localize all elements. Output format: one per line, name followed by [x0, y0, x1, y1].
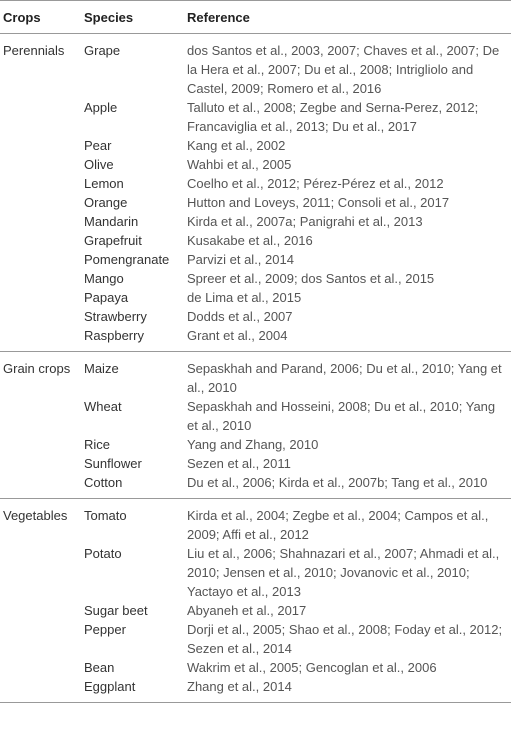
reference-cell: Sepaskhah and Hosseini, 2008; Du et al., 2010; Yang et al., 2010 — [187, 399, 496, 433]
species-cell: Mandarin — [84, 214, 139, 229]
species-cell: Papaya — [84, 290, 129, 305]
crop-group-cell: Grain crops — [3, 361, 71, 376]
table-row — [0, 98, 511, 136]
table-row — [0, 473, 511, 499]
reference-cell: Zhang et al., 2014 — [187, 677, 511, 703]
species-cell: Pear — [84, 138, 112, 153]
species-cell: Lemon — [84, 176, 124, 191]
species-cell: Wheat — [84, 399, 122, 414]
reference-cell: Talluto et al., 2008; Zegbe and Serna-Perez, 2012; Francaviglia et al., 2013; Du et al., 2017 — [187, 100, 479, 134]
crop-group-cell — [0, 435, 84, 454]
table-row — [0, 136, 511, 155]
reference-cell: Kirda et al., 2007a; Panigrahi et al., 2013 — [187, 214, 423, 229]
reference-cell: Dorji et al., 2005; Shao et al., 2008; Foday et al., 2012; Sezen et al., 2014 — [187, 622, 503, 656]
table-row — [0, 307, 511, 326]
table-row — [0, 231, 511, 250]
reference-cell: Parvizi et al., 2014 — [187, 252, 294, 267]
header-species: Species — [84, 1, 187, 34]
crop-group-cell — [0, 454, 84, 473]
species-cell: Mango — [84, 271, 124, 286]
table-row — [0, 620, 511, 658]
reference-cell: Coelho et al., 2012; Pérez-Pérez et al., 2012 — [187, 176, 444, 191]
species-cell: Pomengranate — [84, 252, 170, 267]
species-cell: Apple — [84, 100, 118, 115]
species-cell: Pepper — [84, 622, 126, 637]
reference-cell: Sepaskhah and Parand, 2006; Du et al., 2010; Yang et al., 2010 — [187, 361, 502, 395]
species-cell: Cotton — [84, 473, 187, 499]
crop-group-cell — [0, 620, 84, 658]
species-cell: Orange — [84, 195, 128, 210]
species-cell: Olive — [84, 157, 114, 172]
reference-cell: Liu et al., 2006; Shahnazari et al., 2007; Ahmadi et al., 2010; Jensen et al., 2010; Jovanovic et al., 2010; Yactayo et al., 2013 — [187, 546, 500, 599]
species-cell: Potato — [84, 546, 122, 561]
table-row — [0, 193, 511, 212]
table-row — [0, 499, 511, 545]
species-cell: Sunflower — [84, 456, 142, 471]
crop-group-cell — [0, 136, 84, 155]
species-cell: Strawberry — [84, 309, 147, 324]
table-row — [0, 174, 511, 193]
header-reference: Reference — [187, 1, 511, 34]
species-cell: Tomato — [84, 508, 127, 523]
reference-cell: dos Santos et al., 2003, 2007; Chaves et al., 2007; De la Hera et al., 2007; Du et al., 2008; Intrigliolo and Castel, 2009; Romero et al., 2016 — [187, 43, 500, 96]
species-cell: Raspberry — [84, 326, 187, 352]
crop-group-cell — [0, 98, 84, 136]
crop-group-cell — [0, 658, 84, 677]
crop-group-cell — [0, 326, 84, 352]
reference-cell: Wakrim et al., 2005; Gencoglan et al., 2006 — [187, 660, 437, 675]
reference-cell: Abyaneh et al., 2017 — [187, 603, 307, 618]
crop-group-cell — [0, 677, 84, 703]
header-crops: Crops — [0, 1, 84, 34]
reference-cell: Spreer et al., 2009; dos Santos et al., 2015 — [187, 271, 435, 286]
species-cell: Maize — [84, 361, 119, 376]
table-row — [0, 288, 511, 307]
crop-group-cell — [0, 397, 84, 435]
reference-cell: Kusakabe et al., 2016 — [187, 233, 313, 248]
table-row — [0, 269, 511, 288]
crop-group-cell — [0, 601, 84, 620]
header-row — [0, 1, 511, 34]
crop-group-cell — [0, 231, 84, 250]
crop-group-cell — [0, 155, 84, 174]
crop-group-cell — [0, 307, 84, 326]
crop-group-cell: Perennials — [3, 43, 65, 58]
species-cell: Bean — [84, 660, 115, 675]
crop-group-cell — [0, 212, 84, 231]
crop-group-cell — [0, 544, 84, 601]
reference-cell: Hutton and Loveys, 2011; Consoli et al., 2017 — [187, 195, 450, 210]
table-row — [0, 250, 511, 269]
reference-cell: Sezen et al., 2011 — [187, 456, 291, 471]
reference-cell: Grant et al., 2004 — [187, 326, 511, 352]
species-cell: Grapefruit — [84, 233, 142, 248]
table-row — [0, 435, 511, 454]
reference-cell: Du et al., 2006; Kirda et al., 2007b; Tang et al., 2010 — [187, 473, 511, 499]
table-row — [0, 155, 511, 174]
reference-cell: Yang and Zhang, 2010 — [187, 437, 319, 452]
table-row — [0, 454, 511, 473]
crop-group-cell — [0, 288, 84, 307]
table-body — [0, 34, 511, 703]
crop-group-cell — [0, 269, 84, 288]
species-cell: Rice — [84, 437, 111, 452]
table-row — [0, 544, 511, 601]
crop-group-cell — [0, 250, 84, 269]
species-cell: Sugar beet — [84, 603, 148, 618]
species-cell: Eggplant — [84, 677, 187, 703]
table-row — [0, 326, 511, 352]
species-cell: Grape — [84, 43, 121, 58]
crop-group-cell — [0, 174, 84, 193]
crop-group-cell: Vegetables — [3, 508, 68, 523]
crop-group-cell — [0, 193, 84, 212]
table-row — [0, 34, 511, 99]
reference-cell: Dodds et al., 2007 — [187, 309, 293, 324]
crop-group-cell — [0, 473, 84, 499]
table-row — [0, 658, 511, 677]
reference-cell: de Lima et al., 2015 — [187, 290, 302, 305]
table-row — [0, 352, 511, 398]
reference-cell: Wahbi et al., 2005 — [187, 157, 292, 172]
table-row — [0, 397, 511, 435]
table-row — [0, 212, 511, 231]
reference-cell: Kang et al., 2002 — [187, 138, 286, 153]
table-row — [0, 601, 511, 620]
reference-cell: Kirda et al., 2004; Zegbe et al., 2004; Campos et al., 2009; Affi et al., 2012 — [187, 508, 489, 542]
table-row — [0, 677, 511, 703]
